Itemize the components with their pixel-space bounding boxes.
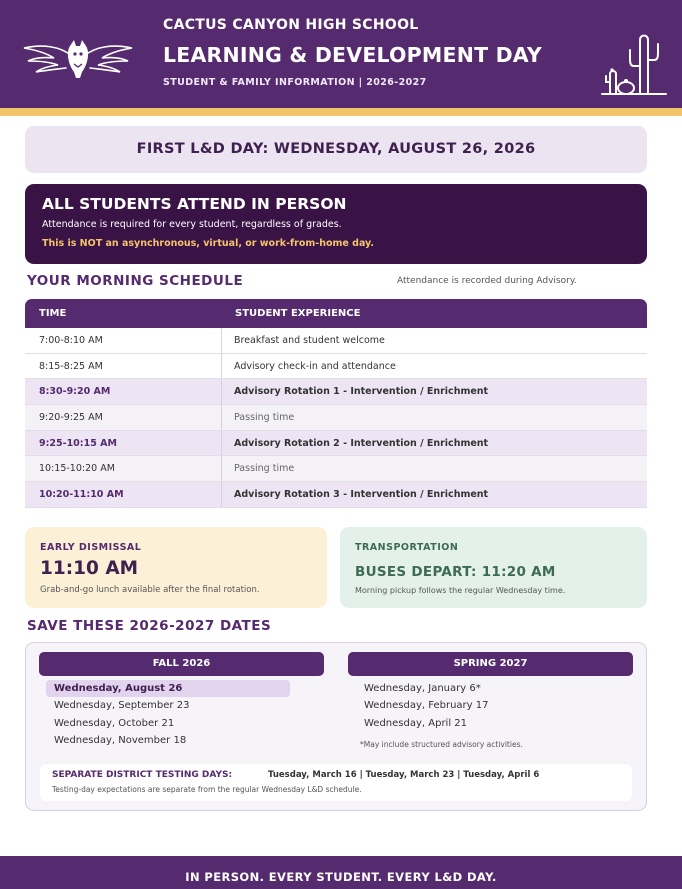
date-item: Wednesday, September 23 — [54, 700, 190, 712]
early-dismissal-card — [25, 527, 327, 608]
table-row — [25, 431, 647, 457]
table-row — [25, 379, 647, 405]
date-item: Wednesday, April 21 — [364, 717, 468, 729]
row-time: 9:20-9:25 AM — [39, 412, 103, 424]
bus-departure-time: BUSES DEPART: 11:20 AM — [355, 564, 556, 580]
spring-footnote: *May include structured advisory activities. — [360, 740, 523, 749]
row-experience: Passing time — [234, 463, 295, 475]
cactus-icon — [600, 30, 668, 98]
row-experience: Advisory check-in and attendance — [234, 360, 396, 372]
row-experience: Passing time — [234, 412, 295, 424]
row-experience: Advisory Rotation 1 - Intervention / Enrichment — [234, 386, 489, 398]
transportation-note: Morning pickup follows the regular Wednesday time. — [355, 586, 566, 595]
schedule-table-header — [25, 299, 647, 328]
spring-column-header: SPRING 2027 — [348, 652, 633, 676]
table-row — [25, 456, 647, 482]
date-item: Wednesday, January 6* — [364, 683, 481, 694]
row-time: 8:15-8:25 AM — [39, 360, 103, 372]
attendance-title: ALL STUDENTS ATTEND IN PERSON — [42, 195, 347, 213]
row-experience: Advisory Rotation 2 - Intervention / Enrichment — [234, 437, 489, 449]
schedule-heading: YOUR MORNING SCHEDULE — [27, 273, 244, 289]
early-dismissal-note: Grab-and-go lunch available after the final rotation. — [40, 585, 260, 595]
attendance-warning: This is NOT an asynchronous, virtual, or work-from-home day. — [42, 238, 374, 249]
footer-banner: IN PERSON. EVERY STUDENT. EVERY L&D DAY. — [0, 856, 682, 889]
row-time: 7:00-8:10 AM — [39, 335, 103, 346]
table-row — [25, 482, 647, 508]
early-dismissal-time: 11:10 AM — [40, 558, 139, 579]
testing-days-dates: Tuesday, March 16 | Tuesday, March 23 | Tuesday, April 6 — [268, 770, 540, 780]
spring-date-list — [348, 680, 633, 732]
row-experience: Advisory Rotation 3 - Intervention / Enrichment — [234, 489, 489, 501]
attendance-requirement: Attendance is required for every student, regardless of grades. — [42, 219, 342, 230]
row-time: 9:25-10:15 AM — [39, 437, 117, 449]
fall-column-header: FALL 2026 — [39, 652, 324, 676]
column-header-time: TIME — [39, 308, 67, 319]
page-title: LEARNING & DEVELOPMENT DAY — [163, 43, 542, 67]
column-divider — [221, 456, 222, 481]
testing-days-note: Testing-day expectations are separate from the regular Wednesday L&D schedule. — [52, 785, 362, 794]
date-item: Wednesday, February 17 — [364, 700, 489, 712]
testing-days-label: SEPARATE DISTRICT TESTING DAYS: — [52, 770, 233, 780]
transportation-label: TRANSPORTATION — [355, 542, 459, 553]
header-banner — [0, 0, 682, 108]
date-item: Wednesday, November 18 — [54, 734, 187, 746]
column-divider — [221, 405, 222, 430]
row-time: 8:30-9:20 AM — [39, 386, 111, 398]
winged-mascot-icon — [22, 36, 134, 82]
table-row — [25, 328, 647, 354]
date-item: Wednesday, October 21 — [54, 717, 175, 729]
save-dates-heading: SAVE THESE 2026-2027 DATES — [27, 618, 272, 634]
column-divider — [221, 354, 222, 379]
row-time: 10:20-11:10 AM — [39, 489, 124, 501]
schedule-note: Attendance is recorded during Advisory. — [397, 276, 577, 286]
column-divider — [221, 328, 222, 353]
column-divider — [221, 379, 222, 404]
early-dismissal-label: EARLY DISMISSAL — [40, 542, 142, 553]
schedule-table — [25, 299, 647, 508]
first-day-banner: FIRST L&D DAY: WEDNESDAY, AUGUST 26, 2026 — [25, 126, 647, 173]
school-name: CACTUS CANYON HIGH SCHOOL — [163, 17, 419, 33]
transportation-card — [340, 527, 647, 608]
row-experience: Breakfast and student welcome — [234, 335, 385, 346]
testing-days-box — [40, 764, 632, 801]
dates-panel — [25, 642, 647, 811]
column-divider — [221, 482, 222, 507]
column-divider — [221, 431, 222, 456]
column-header-experience: STUDENT EXPERIENCE — [235, 308, 361, 319]
attendance-callout — [25, 184, 647, 264]
table-row — [25, 405, 647, 431]
fall-date-list — [46, 680, 290, 749]
table-row — [25, 354, 647, 380]
date-item: Wednesday, August 26 — [46, 680, 290, 697]
row-time: 10:15-10:20 AM — [39, 463, 115, 475]
header-accent-stripe — [0, 108, 682, 116]
page-subtitle: STUDENT & FAMILY INFORMATION | 2026-2027 — [163, 77, 427, 88]
